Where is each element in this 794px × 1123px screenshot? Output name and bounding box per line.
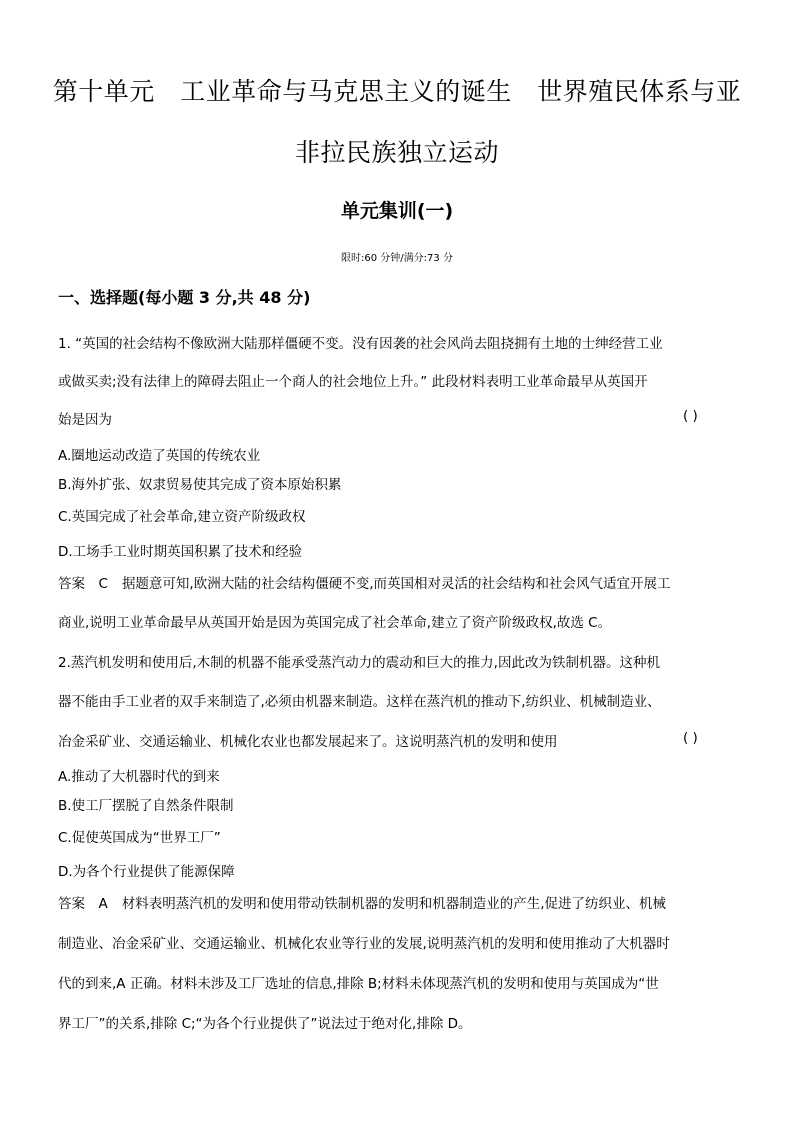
q1-answer — [58, 572, 671, 592]
q2-answer — [58, 892, 666, 912]
time-score-limit: 限时:60 分钟/满分:73 分 — [341, 253, 453, 264]
q1-answer-blank: ( ) — [683, 408, 698, 424]
q1-option-b: B.海外扩张、奴隶贸易使其完成了资本原始积累 — [58, 477, 342, 493]
q2-option-a: A.推动了大机器时代的到来 — [58, 769, 220, 785]
q2-option-b: B.使工厂摆脱了自然条件限制 — [58, 798, 234, 814]
q1-explanation-line: 据题意可知,欧洲大陆的社会结构僵硬不变,而英国相对灵活的社会结构和社会风气适宜开展工 — [121, 576, 671, 592]
q2-explanation-line: 界工厂”的关系,排除 C;“为各个行业提供了”说法过于绝对化,排除 D。 — [58, 1016, 472, 1032]
q2-answer-label: 答案 A — [58, 896, 108, 912]
q1-option-c: C.英国完成了社会革命,建立资产阶级政权 — [58, 509, 306, 525]
q1-explanation-line: 商业,说明工业革命最早从英国开始是因为英国完成了社会革命,建立了资产阶级政权,故选 C。 — [58, 615, 612, 631]
exercise-subtitle: 单元集训(一) — [340, 200, 454, 222]
q1-stem-line: 1. “英国的社会结构不像欧洲大陆那样僵硬不变。没有因袭的社会风尚去阻挠拥有土地的士绅经营工业 — [58, 336, 663, 352]
q2-explanation-line: 制造业、冶金采矿业、交通运输业、机械化农业等行业的发展,说明蒸汽机的发明和使用推动了大机器时 — [58, 936, 670, 952]
q2-stem-line: 冶金采矿业、交通运输业、机械化农业也都发展起来了。这说明蒸汽机的发明和使用 — [58, 734, 558, 750]
q2-option-d: D.为各个行业提供了能源保障 — [58, 864, 235, 880]
section-title: 一、选择题(每小题 3 分,共 48 分) — [58, 288, 311, 307]
q1-stem-line: 或做买卖;没有法律上的障碍去阻止一个商人的社会地位上升。” 此段材料表明工业革命最早从英国开 — [58, 374, 648, 390]
q2-stem-line: 2.蒸汽机发明和使用后,木制的机器不能承受蒸汽动力的震动和巨大的推力,因此改为铁制机器。这种机 — [58, 655, 660, 671]
unit-title-line-2: 非拉民族独立运动 — [294, 138, 499, 167]
q2-option-c: C.促使英国成为“世界工厂” — [58, 830, 221, 846]
q1-answer-label: 答案 C — [58, 576, 108, 592]
q2-explanation-line: 代的到来,A 正确。材料未涉及工厂选址的信息,排除 B;材料未体现蒸汽机的发明和使用与英国成为“世 — [58, 976, 659, 992]
q2-stem-line: 器不能由手工业者的双手来制造了,必须由机器来制造。这样在蒸汽机的推动下,纺织业、机械制造业、 — [58, 694, 661, 710]
q1-option-d: D.工场手工业时期英国积累了技术和经验 — [58, 544, 303, 560]
q1-option-a: A.圈地运动改造了英国的传统农业 — [58, 448, 261, 464]
unit-title-line-1: 第十单元 工业革命与马克思主义的诞生 世界殖民体系与亚 — [52, 77, 742, 106]
q2-explanation-line: 材料表明蒸汽机的发明和使用带动铁制机器的发明和机器制造业的产生,促进了纺织业、机械 — [121, 896, 667, 912]
q2-answer-blank: ( ) — [683, 730, 698, 746]
q1-stem-line: 始是因为 — [58, 412, 112, 428]
